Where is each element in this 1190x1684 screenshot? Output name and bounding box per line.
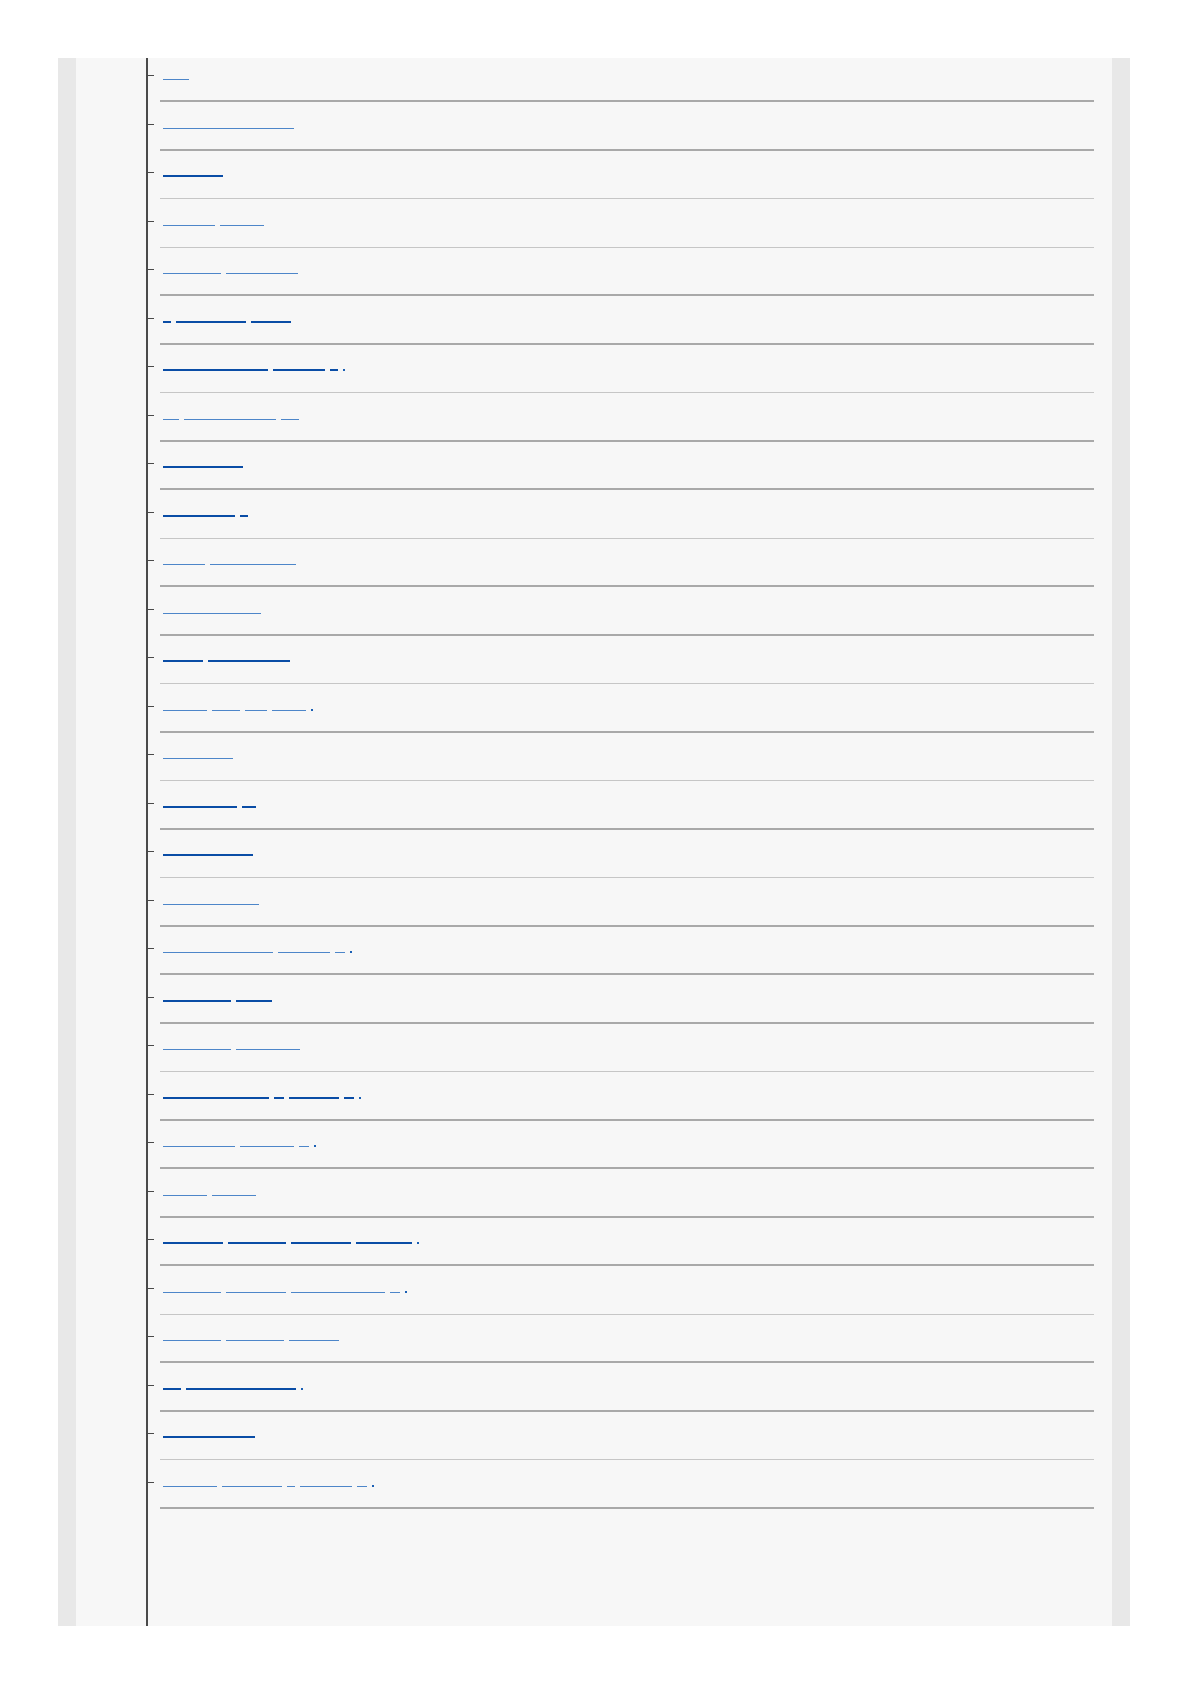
toc-item[interactable] bbox=[76, 438, 1112, 490]
toc-item[interactable] bbox=[76, 826, 1112, 878]
link-underline-segment bbox=[163, 306, 171, 324]
toc-link[interactable] bbox=[163, 791, 261, 809]
toc-link[interactable] bbox=[163, 936, 352, 954]
link-underline-segment bbox=[163, 742, 233, 760]
page-frame bbox=[58, 58, 1130, 1626]
link-underline-segment bbox=[240, 500, 248, 518]
link-underline-segment bbox=[300, 1470, 352, 1488]
link-underline-segment bbox=[176, 306, 246, 324]
toc-item[interactable] bbox=[76, 972, 1112, 1024]
tree-branch-tick bbox=[148, 366, 154, 367]
tree-branch-tick bbox=[148, 1288, 154, 1289]
link-underline-segment bbox=[163, 1082, 269, 1100]
link-underline-segment bbox=[163, 1130, 235, 1148]
link-underline-segment bbox=[163, 548, 205, 566]
link-underline-segment bbox=[163, 451, 243, 469]
tree-branch-tick bbox=[148, 851, 154, 852]
toc-link[interactable] bbox=[163, 548, 301, 566]
link-underline-segment bbox=[163, 209, 215, 227]
tree-branch-tick bbox=[148, 1045, 154, 1046]
tree-branch-tick bbox=[148, 657, 154, 658]
toc-item[interactable] bbox=[76, 778, 1112, 830]
link-underline-segment bbox=[163, 985, 231, 1003]
toc-item[interactable] bbox=[76, 293, 1112, 345]
link-underline-segment bbox=[291, 1276, 385, 1294]
tree-branch-tick bbox=[148, 124, 154, 125]
toc-link[interactable] bbox=[163, 1227, 419, 1245]
link-underline-segment bbox=[272, 694, 306, 712]
toc-item[interactable] bbox=[76, 681, 1112, 733]
link-underline-segment bbox=[251, 306, 291, 324]
toc-link[interactable] bbox=[163, 839, 258, 857]
link-underline-segment bbox=[163, 63, 189, 81]
toc-link[interactable] bbox=[163, 742, 238, 760]
tree-branch-tick bbox=[148, 1433, 154, 1434]
link-underline-segment bbox=[163, 354, 268, 372]
toc-link[interactable] bbox=[163, 160, 228, 178]
link-underline-segment bbox=[163, 1227, 223, 1245]
link-trailing-mark bbox=[405, 1291, 407, 1293]
toc-link[interactable] bbox=[163, 597, 266, 615]
tree-branch-tick bbox=[148, 221, 154, 222]
toc-item[interactable] bbox=[76, 923, 1112, 975]
toc-item[interactable] bbox=[76, 147, 1112, 199]
link-underline-segment bbox=[220, 209, 264, 227]
link-underline-segment bbox=[163, 936, 273, 954]
tree-branch-tick bbox=[148, 706, 154, 707]
link-underline-segment bbox=[163, 403, 179, 421]
link-underline-segment bbox=[184, 403, 276, 421]
tree-branch-tick bbox=[148, 560, 154, 561]
tree-branch-tick bbox=[148, 318, 154, 319]
toc-link[interactable] bbox=[163, 257, 303, 275]
tree-branch-tick bbox=[148, 512, 154, 513]
toc-item[interactable] bbox=[76, 1457, 1112, 1509]
link-underline-segment bbox=[344, 1082, 354, 1100]
link-trailing-mark bbox=[343, 369, 345, 371]
link-trailing-mark bbox=[417, 1242, 419, 1244]
toc-link[interactable] bbox=[163, 1470, 374, 1488]
toc-item[interactable] bbox=[76, 99, 1112, 151]
link-underline-segment bbox=[289, 1082, 339, 1100]
toc-item[interactable] bbox=[76, 1166, 1112, 1218]
toc-link[interactable] bbox=[163, 1373, 303, 1391]
link-underline-segment bbox=[163, 112, 294, 130]
link-trailing-mark bbox=[359, 1097, 361, 1099]
link-underline-segment bbox=[226, 1276, 286, 1294]
tree-branch-tick bbox=[148, 1191, 154, 1192]
link-underline-segment bbox=[163, 694, 207, 712]
link-underline-segment bbox=[291, 1227, 351, 1245]
toc-item[interactable] bbox=[76, 50, 1112, 102]
link-underline-segment bbox=[228, 1227, 286, 1245]
toc-link[interactable] bbox=[163, 112, 299, 130]
toc-item[interactable] bbox=[76, 584, 1112, 636]
tree-branch-tick bbox=[148, 803, 154, 804]
toc-item[interactable] bbox=[76, 1214, 1112, 1266]
link-trailing-mark bbox=[372, 1485, 374, 1487]
toc-link[interactable] bbox=[163, 1033, 305, 1051]
link-underline-segment bbox=[163, 1179, 207, 1197]
toc-link[interactable] bbox=[163, 209, 269, 227]
toc-link[interactable] bbox=[163, 500, 253, 518]
link-underline-segment bbox=[163, 791, 237, 809]
link-underline-segment bbox=[163, 1276, 221, 1294]
link-underline-segment bbox=[163, 1324, 221, 1342]
link-underline-segment bbox=[245, 694, 267, 712]
link-underline-segment bbox=[273, 354, 325, 372]
tree-branch-tick bbox=[148, 415, 154, 416]
tree-branch-tick bbox=[148, 269, 154, 270]
link-underline-segment bbox=[163, 1470, 217, 1488]
link-underline-segment bbox=[226, 1324, 284, 1342]
toc-link[interactable] bbox=[163, 1082, 361, 1100]
link-underline-segment bbox=[356, 1227, 412, 1245]
tree-branch-tick bbox=[148, 900, 154, 901]
toc-link[interactable] bbox=[163, 306, 296, 324]
toc-item[interactable] bbox=[76, 1020, 1112, 1072]
toc-link[interactable] bbox=[163, 1179, 261, 1197]
link-underline-segment bbox=[242, 791, 256, 809]
link-underline-segment bbox=[390, 1276, 400, 1294]
link-underline-segment bbox=[212, 694, 240, 712]
toc-link[interactable] bbox=[163, 694, 313, 712]
link-trailing-mark bbox=[314, 1145, 316, 1147]
toc-link[interactable] bbox=[163, 354, 345, 372]
tree-branch-tick bbox=[148, 1482, 154, 1483]
tree-branch-tick bbox=[148, 1336, 154, 1337]
toc-link[interactable] bbox=[163, 1421, 260, 1439]
toc-link[interactable] bbox=[163, 403, 304, 421]
tree-branch-tick bbox=[148, 463, 154, 464]
toc-link[interactable] bbox=[163, 451, 248, 469]
toc-item[interactable] bbox=[76, 1263, 1112, 1315]
link-underline-segment bbox=[240, 1130, 294, 1148]
link-underline-segment bbox=[163, 645, 203, 663]
tree-branch-tick bbox=[148, 172, 154, 173]
toc-item[interactable] bbox=[76, 341, 1112, 393]
toc-link[interactable] bbox=[163, 1130, 316, 1148]
tree-branch-tick bbox=[148, 1385, 154, 1386]
link-underline-segment bbox=[335, 936, 345, 954]
link-underline-segment bbox=[236, 1033, 300, 1051]
toc-item[interactable] bbox=[76, 875, 1112, 927]
toc-link[interactable] bbox=[163, 985, 277, 1003]
link-underline-segment bbox=[289, 1324, 339, 1342]
tree-branch-tick bbox=[148, 1142, 154, 1143]
link-underline-segment bbox=[278, 936, 330, 954]
link-underline-segment bbox=[186, 1373, 296, 1391]
link-underline-segment bbox=[163, 839, 253, 857]
link-underline-segment bbox=[163, 1373, 181, 1391]
link-underline-segment bbox=[210, 548, 296, 566]
tree-branch-tick bbox=[148, 997, 154, 998]
link-underline-segment bbox=[236, 985, 272, 1003]
link-underline-segment bbox=[287, 1470, 295, 1488]
tree-branch-tick bbox=[148, 1239, 154, 1240]
toc-item[interactable] bbox=[76, 632, 1112, 684]
link-underline-segment bbox=[212, 1179, 256, 1197]
link-trailing-mark bbox=[350, 951, 352, 953]
toc-link[interactable] bbox=[163, 1324, 344, 1342]
link-underline-segment bbox=[281, 403, 299, 421]
toc-link[interactable] bbox=[163, 645, 295, 663]
link-trailing-mark bbox=[301, 1388, 303, 1390]
tree-branch-tick bbox=[148, 948, 154, 949]
toc-link[interactable] bbox=[163, 63, 194, 81]
link-underline-segment bbox=[222, 1470, 282, 1488]
toc-item[interactable] bbox=[76, 535, 1112, 587]
toc-item[interactable] bbox=[76, 1360, 1112, 1412]
toc-item[interactable] bbox=[76, 487, 1112, 539]
toc-item[interactable] bbox=[76, 1117, 1112, 1169]
link-underline-segment bbox=[163, 888, 259, 906]
link-trailing-mark bbox=[311, 709, 313, 711]
toc-item[interactable] bbox=[76, 244, 1112, 296]
tree-branch-tick bbox=[148, 1094, 154, 1095]
link-underline-segment bbox=[163, 1033, 231, 1051]
link-underline-segment bbox=[163, 160, 223, 178]
link-underline-segment bbox=[226, 257, 298, 275]
toc-link[interactable] bbox=[163, 1276, 407, 1294]
link-underline-segment bbox=[330, 354, 338, 372]
link-underline-segment bbox=[357, 1470, 367, 1488]
toc-link[interactable] bbox=[163, 888, 264, 906]
toc-item[interactable] bbox=[76, 390, 1112, 442]
link-underline-segment bbox=[163, 597, 261, 615]
link-underline-segment bbox=[274, 1082, 284, 1100]
toc-item[interactable] bbox=[76, 1069, 1112, 1121]
link-underline-segment bbox=[163, 500, 235, 518]
tree-branch-tick bbox=[148, 754, 154, 755]
link-underline-segment bbox=[208, 645, 290, 663]
tree-branch-tick bbox=[148, 609, 154, 610]
link-underline-segment bbox=[163, 257, 221, 275]
row-divider bbox=[160, 1507, 1094, 1509]
link-underline-segment bbox=[299, 1130, 309, 1148]
toc-item[interactable] bbox=[76, 1408, 1112, 1460]
toc-panel bbox=[76, 58, 1112, 1626]
toc-item[interactable] bbox=[76, 196, 1112, 248]
tree-branch-tick bbox=[148, 75, 154, 76]
toc-item[interactable] bbox=[76, 1311, 1112, 1363]
link-underline-segment bbox=[163, 1421, 255, 1439]
toc-item[interactable] bbox=[76, 729, 1112, 781]
